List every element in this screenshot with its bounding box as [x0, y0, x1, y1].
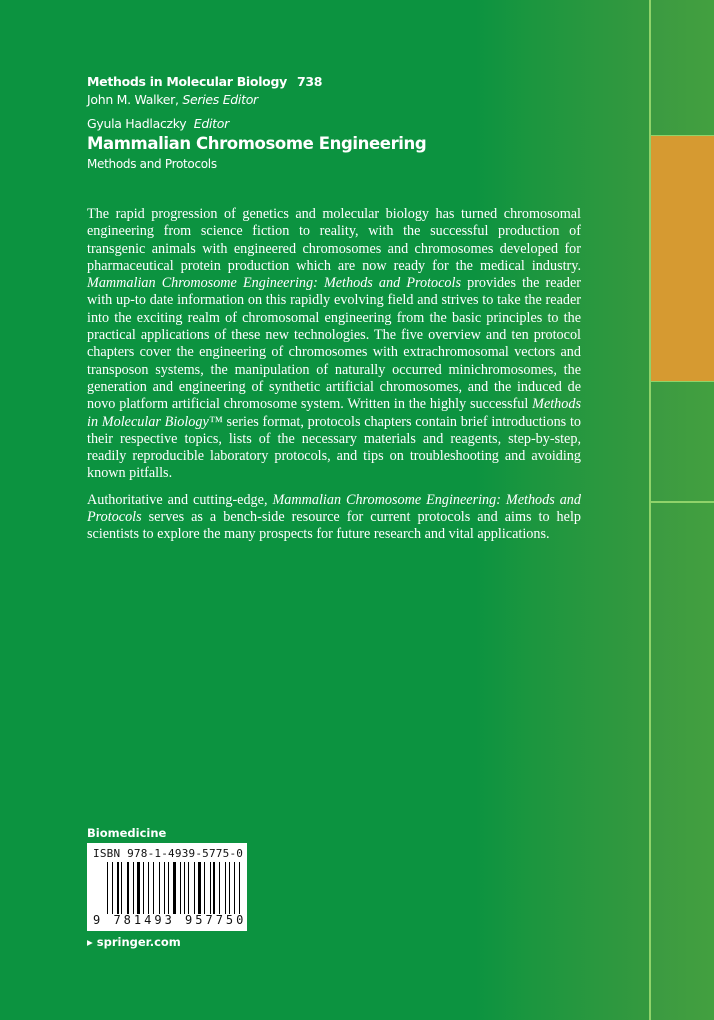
isbn-label: ISBN 978-1-4939-5775-0 [93, 847, 244, 860]
series-editor-name: John M. Walker, [87, 92, 179, 107]
spine-accent-block [651, 135, 714, 382]
italic-title: Mammalian Chromosome Engineering: Methods and Protocols [87, 491, 581, 526]
subject-category: Biomedicine [87, 826, 167, 840]
description-paragraph-1 [87, 206, 581, 483]
text-run: Authoritative and cutting-edge, [87, 491, 273, 508]
text-run: serves as a bench-side resource for current protocols and aims to help scientists to explore the many prospects for future research and vital applications. [87, 509, 581, 543]
barcode-bars [107, 862, 241, 914]
cover-header [87, 74, 426, 171]
text-run: series format, protocols chapters contain brief introductions to their respective topics, lists of the necessary materials and reagents, step-by-step, readily reproducible laboratory protocols, and tips on troubleshooting and avoiding known pitfalls. [87, 413, 581, 482]
ean-digits: 9 781493 957750 [93, 913, 247, 927]
description [87, 206, 581, 553]
editor-name: Gyula Hadlaczky [87, 116, 187, 131]
series-editor [87, 92, 426, 107]
isbn-barcode [87, 843, 247, 931]
series-line [87, 74, 426, 89]
text-run: The rapid progression of genetics and molecular biology has turned chromosomal engineering from science fiction to reality, with the successful production of transgenic animals with engineered chromosomes and chromosomes developed for pharmaceutical protein production which are now ready for the medical industry. [87, 206, 581, 274]
series-number: 738 [296, 74, 323, 89]
description-paragraph-2 [87, 492, 581, 544]
italic-title: Mammalian Chromosome Engineering: Methods and Protocols [87, 275, 461, 292]
series-editor-role: Series Editor [182, 92, 258, 107]
book-subtitle: Methods and Protocols [87, 157, 217, 171]
italic-series: Methods in Molecular Biology™ [87, 396, 581, 430]
spine-horizontal-line [651, 501, 714, 503]
book-title: Mammalian Chromosome Engineering [87, 134, 427, 153]
text-run: provides the reader with up-to date information on this rapidly evolving field and strives to take the reader into the exciting realm of chromosomal engineering from the basic principles to the practical applications of these new technologies. The five overview and ten protocol chapters cover the engineering of chromosomes with extrachromosomal vectors and transposon systems, the manipulation of naturally occurred minichromosomes, the generation and engineering of synthetic artificial chromosomes, and the induced de novo platform artificial chromosome system. Written in the highly successful [87, 275, 581, 413]
volume-editor [87, 116, 426, 131]
publisher-website: ▸ springer.com [87, 935, 181, 949]
series-name: Methods in Molecular Biology [87, 74, 287, 89]
editor-role: Editor [193, 116, 229, 131]
